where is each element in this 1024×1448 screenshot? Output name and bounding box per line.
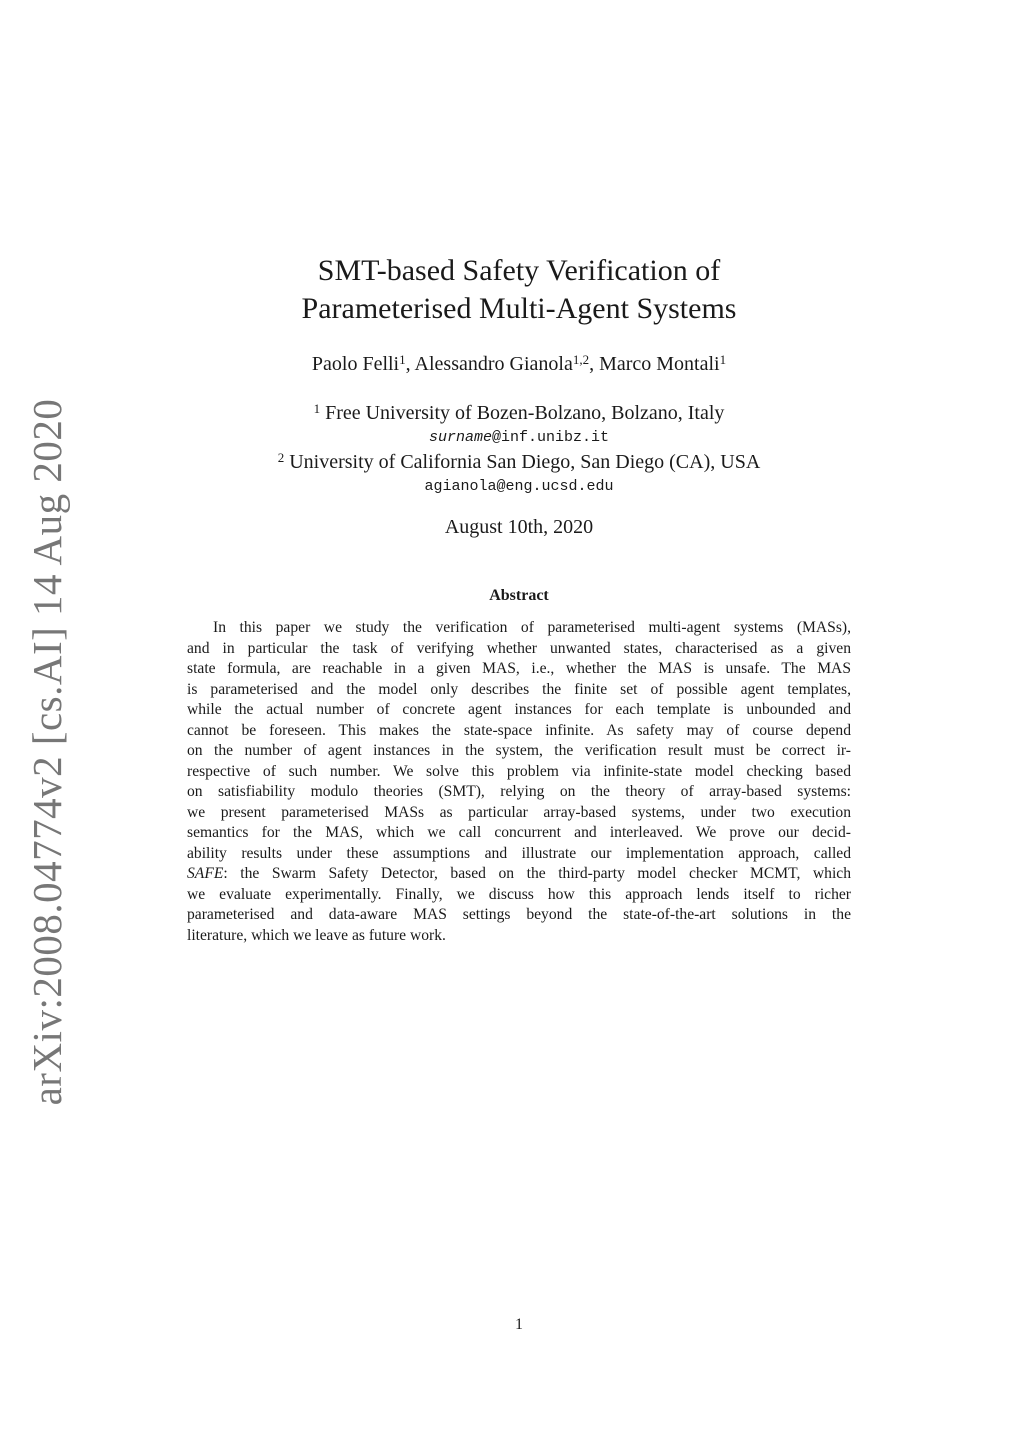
affiliation-text: Free University of Bozen-Bolzano, Bolzano, Italy <box>325 402 725 424</box>
email-domain: @inf.unibz.it <box>491 429 610 446</box>
abstract-line: is parameterised and the model only describes the finite set of possible agent templates, <box>187 680 851 698</box>
author-separator: , <box>589 353 600 375</box>
abstract-line: on satisfiability modulo theories (SMT), relying on the theory of array-based systems: <box>187 783 851 800</box>
affiliation-2 <box>187 449 851 475</box>
author-name: Alessandro Gianola <box>414 353 573 375</box>
abstract-line: we evaluate experimentally. Finally, we discuss how this approach lends itself to richer <box>187 885 851 903</box>
paper-title <box>187 252 851 328</box>
abstract-line: In this paper we study the verification of parameterised multi-agent systems (MASs), <box>213 619 851 636</box>
author-affiliation-mark: 1 <box>719 352 727 367</box>
affiliation-mark: 2 <box>277 450 285 465</box>
affiliation-1 <box>187 400 851 426</box>
affiliation-2-email <box>187 477 851 497</box>
abstract-heading: Abstract <box>489 587 549 604</box>
author-affiliation-mark: 1,2 <box>572 352 590 367</box>
email-domain: @eng.ucsd.edu <box>496 478 614 495</box>
abstract-line: cannot be foreseen. This makes the state-space infinite. As safety may of course depend <box>187 721 851 739</box>
author-list <box>187 351 851 377</box>
email-user: agianola <box>424 478 497 495</box>
publication-date: August 10th, 2020 <box>444 516 594 538</box>
safe-tool-name: SAFE <box>187 865 224 882</box>
title-line-1: SMT-based Safety Verification of <box>317 254 721 287</box>
abstract-body <box>187 618 851 946</box>
author-affiliation-mark: 1 <box>399 352 406 367</box>
abstract-line: parameterised and data-aware MAS settings beyond the state-of-the-art solutions in the <box>187 906 851 923</box>
abstract-line: while the actual number of concrete agent instances for each template is unbounded and <box>187 701 851 718</box>
abstract-line: state formula, are reachable in a given MAS, i.e., whether the MAS is unsafe. The MAS <box>187 660 851 677</box>
abstract-line: and in particular the task of verifying whether unwanted states, characterised as a given <box>187 639 851 657</box>
abstract-line: we present parameterised MASs as particular array-based systems, under two execution <box>187 803 851 821</box>
abstract-line: ability results under these assumptions and illustrate our implementation approach, called <box>187 844 851 862</box>
author-name: Marco Montali <box>599 353 720 375</box>
title-line-2: Parameterised Multi-Agent Systems <box>301 292 737 325</box>
arxiv-identifier-stamp: arXiv:2008.04774v2 [cs.AI] 14 Aug 2020 <box>24 398 70 1106</box>
affiliation-1-email <box>187 428 851 448</box>
affiliation-text: University of California San Diego, San Diego (CA), USA <box>289 451 761 473</box>
abstract-line: literature, which we leave as future work. <box>187 926 446 944</box>
affiliation-mark: 1 <box>313 401 321 416</box>
page-number: 1 <box>515 1316 523 1333</box>
author-separator: , <box>405 353 415 375</box>
abstract-line: semantics for the MAS, which we call concurrent and interleaved. We prove our decid- <box>187 824 851 841</box>
safe-tool-description: : the Swarm Safety Detector, based on the third-party model checker MCMT, which <box>223 865 851 882</box>
email-user: surname <box>428 429 492 446</box>
abstract-line <box>187 864 851 885</box>
abstract-line: on the number of agent instances in the system, the verification result must be correct ir- <box>187 742 851 759</box>
author-name: Paolo Felli <box>311 353 400 375</box>
abstract-line: respective of such number. We solve this problem via infinite-state model checking based <box>187 762 851 780</box>
